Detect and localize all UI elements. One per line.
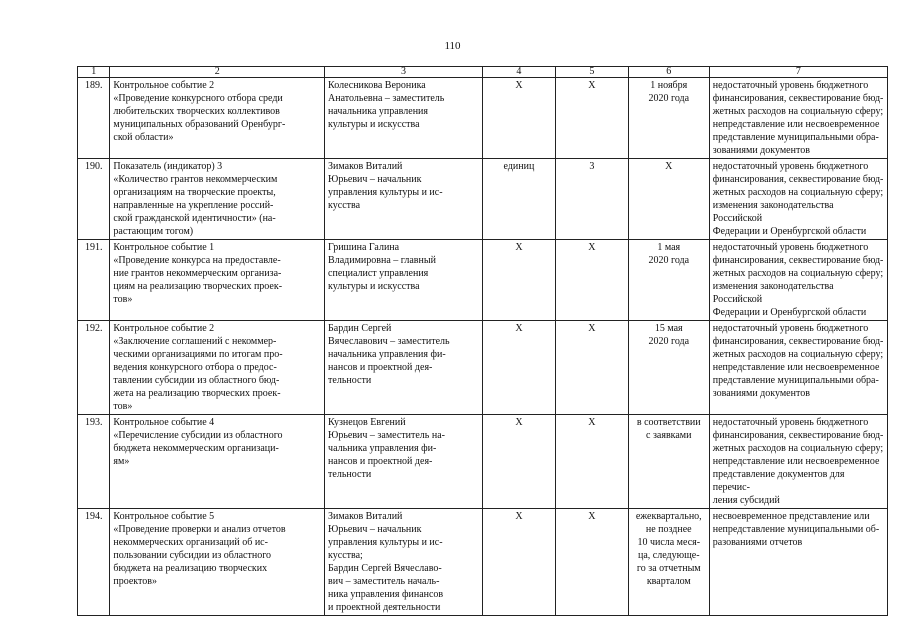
responsible-cell: Зимаков Виталий Юрьевич – начальник управления культуры и ис- кусства; Бардин Сергей Вячеславо- вич – заместитель началь- ника управления финансов и проектной деятельности <box>325 509 483 616</box>
deadline-cell: 1 ноября 2020 года <box>628 78 709 159</box>
document-table <box>77 66 888 616</box>
unit-cell: Х <box>482 240 555 321</box>
risk-cell: недостаточный уровень бюджетного финансирования, секвестирование бюд- жетных расходов на социальную сферу; непредставление или несвоевременное представление документов для перечис- ления субсидий <box>709 415 887 509</box>
value-cell: Х <box>555 509 628 616</box>
column-number-row <box>78 67 888 78</box>
row-number: 189. <box>78 78 110 159</box>
risk-cell: недостаточный уровень бюджетного финансирования, секвестирование бюд- жетных расходов на социальную сферу; изменения законодательства Российской Федерации и Оренбургской области <box>709 159 887 240</box>
risk-cell: недостаточный уровень бюджетного финансирования, секвестирование бюд- жетных расходов на социальную сферу; непредставление или несвоевременное представление муниципальными обра- зованиями документов <box>709 321 887 415</box>
column-header: 4 <box>482 67 555 78</box>
event-cell: Контрольное событие 4 «Перечисление субсидии из областного бюджета некоммерческим организаци- ям» <box>110 415 325 509</box>
value-cell: Х <box>555 415 628 509</box>
unit-cell: Х <box>482 509 555 616</box>
column-header: 3 <box>325 67 483 78</box>
event-cell: Контрольное событие 2 «Заключение соглашений с некоммер- ческими организациями по итогам про- ведения конкурсного отбора о предос- тавлении субсидии из областного бюд- жета на реализацию творческих проек- тов» <box>110 321 325 415</box>
risk-cell: недостаточный уровень бюджетного финансирования, секвестирование бюд- жетных расходов на социальную сферу; изменения законодательства Российской Федерации и Оренбургской области <box>709 240 887 321</box>
table-row <box>78 509 888 616</box>
unit-cell: Х <box>482 415 555 509</box>
responsible-cell: Бардин Сергей Вячеславович – заместитель начальника управления фи- нансов и проектной дея- тельности <box>325 321 483 415</box>
table-row <box>78 159 888 240</box>
deadline-cell: Х <box>628 159 709 240</box>
value-cell: Х <box>555 240 628 321</box>
responsible-cell: Кузнецов Евгений Юрьевич – заместитель на- чальника управления фи- нансов и проектной дея- тельности <box>325 415 483 509</box>
table-row <box>78 415 888 509</box>
row-number: 191. <box>78 240 110 321</box>
unit-cell: единиц <box>482 159 555 240</box>
event-cell: Показатель (индикатор) 3 «Количество грантов некоммерческим организациям на творческие проекты, направленные на укрепление россий- ской гражданской идентичности» (на- растающим тогом) <box>110 159 325 240</box>
column-header: 1 <box>78 67 110 78</box>
table-row <box>78 321 888 415</box>
value-cell: Х <box>555 78 628 159</box>
event-cell: Контрольное событие 2 «Проведение конкурсного отбора среди любительских творческих коллективов муниципальных образований Оренбург- ской области» <box>110 78 325 159</box>
unit-cell: Х <box>482 78 555 159</box>
event-cell: Контрольное событие 1 «Проведение конкурса на предоставле- ние грантов некоммерческим организа- циям на реализацию творческих проек- тов» <box>110 240 325 321</box>
event-cell: Контрольное событие 5 «Проведение проверки и анализ отчетов некоммерческих организаций об ис- пользовании субсидии из областного бюджета на реализацию творческих проектов» <box>110 509 325 616</box>
table-row <box>78 240 888 321</box>
deadline-cell: ежеквартально, не позднее 10 числа меся- ца, следующе- го за отчетным кварталом <box>628 509 709 616</box>
deadline-cell: 1 мая 2020 года <box>628 240 709 321</box>
responsible-cell: Зимаков Виталий Юрьевич – начальник управления культуры и ис- кусства <box>325 159 483 240</box>
row-number: 192. <box>78 321 110 415</box>
row-number: 193. <box>78 415 110 509</box>
column-header: 6 <box>628 67 709 78</box>
responsible-cell: Колесникова Вероника Анатольевна – заместитель начальника управления культуры и искусства <box>325 78 483 159</box>
deadline-cell: в соответствии с заявками <box>628 415 709 509</box>
page-number: 110 <box>444 40 461 52</box>
value-cell: 3 <box>555 159 628 240</box>
value-cell: Х <box>555 321 628 415</box>
table-row <box>78 78 888 159</box>
responsible-cell: Гришина Галина Владимировна – главный специалист управления культуры и искусства <box>325 240 483 321</box>
column-header: 7 <box>709 67 887 78</box>
column-header: 5 <box>555 67 628 78</box>
column-header: 2 <box>110 67 325 78</box>
unit-cell: Х <box>482 321 555 415</box>
row-number: 194. <box>78 509 110 616</box>
risk-cell: несвоевременное представление или непредставление муниципальными об- разованиями отчетов <box>709 509 887 616</box>
risk-cell: недостаточный уровень бюджетного финансирования, секвестирование бюд- жетных расходов на социальную сферу; непредставление или несвоевременное представление муниципальными обра- зованиями документов <box>709 78 887 159</box>
row-number: 190. <box>78 159 110 240</box>
deadline-cell: 15 мая 2020 года <box>628 321 709 415</box>
